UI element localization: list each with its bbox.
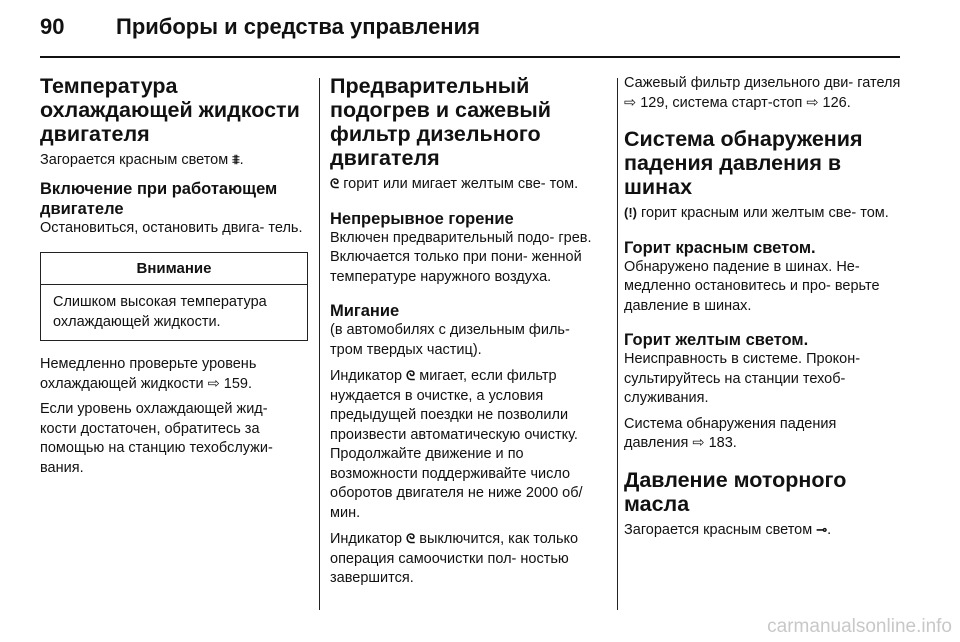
filter-cleaning-text: Индикатор ᘓ мигает, если фильтр нуждается в очистке, а условия предыдущей поездки не позволили произвести автоматическую очистку. Продолжайте движение и по возможности поддерживайте число оборотов двигателя не ниже 2000 об/мин. xyxy=(330,368,583,521)
column-1 xyxy=(40,74,308,484)
preheat-text: ᘓ горит или мигает желтым све- том. xyxy=(330,176,579,192)
column-divider-2 xyxy=(617,78,618,610)
preheat-icon: ᘓ xyxy=(330,176,340,191)
watermark: carmanualsonline.info xyxy=(767,616,952,637)
check-level-text: Немедленно проверьте уровень охлаждающей жидкости ⇨ 159. xyxy=(40,356,257,392)
page-reference-icon: ⇨ xyxy=(806,94,819,111)
warning-box-title: Внимание xyxy=(41,253,307,285)
engine-running-text: Остановиться, остановить двига- тель. xyxy=(40,219,303,236)
filter-reference-text: Сажевый фильтр дизельного дви- гателя ⇨ 129, система старт-стоп ⇨ 126. xyxy=(624,75,901,111)
page-number: 90 xyxy=(40,14,65,39)
heading-red: Горит красным светом. xyxy=(624,238,816,257)
heading-yellow: Горит желтым светом. xyxy=(624,331,809,349)
system-reference-text: Система обнаружения падения давления ⇨ 183. xyxy=(624,415,837,451)
indicator-off-text: Индикатор ᘓ выключится, как только операция самоочистки пол- ностью завершится. xyxy=(330,531,579,586)
column-divider-1 xyxy=(319,78,320,610)
oil-pressure-text: Загорается красным светом ⊸. xyxy=(624,521,832,538)
heading-engine-running: Включение при работающем двигателе xyxy=(40,179,278,218)
coolant-temperature-icon: ⩨ xyxy=(232,152,240,167)
preheat-icon: ᘓ xyxy=(406,368,416,383)
page-reference-icon: ⇨ xyxy=(692,435,705,451)
column-3 xyxy=(624,74,904,546)
heading-steady: Непрерывное горение xyxy=(330,209,514,228)
coolant-text: Загорается красным светом ⩨. xyxy=(40,152,244,168)
heading-oil-pressure: Давление моторного масла xyxy=(624,467,847,516)
heading-coolant-temperature: Температура охлаждающей жидкости двигателя xyxy=(40,74,300,146)
yellow-text: Неисправность в системе. Прокон- сультируйтесь на станции техоб- служивания. xyxy=(624,351,861,406)
tire-pressure-text: (!) горит красным или желтым све- том. xyxy=(624,205,889,221)
tire-pressure-icon: (!) xyxy=(624,205,637,220)
warning-box xyxy=(40,252,308,341)
header-rule xyxy=(40,56,900,58)
heading-tire-pressure: Система обнаружения падения давления в шинах xyxy=(624,127,863,199)
page-title: Приборы и средства управления xyxy=(116,14,480,39)
flashing-text: (в автомобилях с дизельным филь- тром твердых частиц). xyxy=(330,322,570,358)
low-level-text: Если уровень охлаждающей жид- кости достаточен, обратитесь за помощью на станцию техобслужи- вания. xyxy=(40,401,273,476)
page-reference-icon: ⇨ xyxy=(624,94,637,111)
heading-flashing: Мигание xyxy=(330,302,400,320)
column-2 xyxy=(330,74,604,595)
page-reference-icon: ⇨ xyxy=(207,375,220,392)
red-text: Обнаружено падение в шинах. Не- медленно остановитесь и про- верьте давление в шинах. xyxy=(624,258,880,314)
oil-can-icon: ⊸ xyxy=(816,521,828,537)
warning-box-text: Слишком высокая температура охлаждающей жидкости. xyxy=(53,294,267,330)
preheat-icon: ᘓ xyxy=(406,531,416,546)
steady-text: Включен предварительный подо- грев. Включается только при пони- женной температуре наружного воздуха. xyxy=(330,229,592,285)
heading-preheat: Предварительный подогрев и сажевый фильтр дизельного двигателя xyxy=(330,74,551,170)
